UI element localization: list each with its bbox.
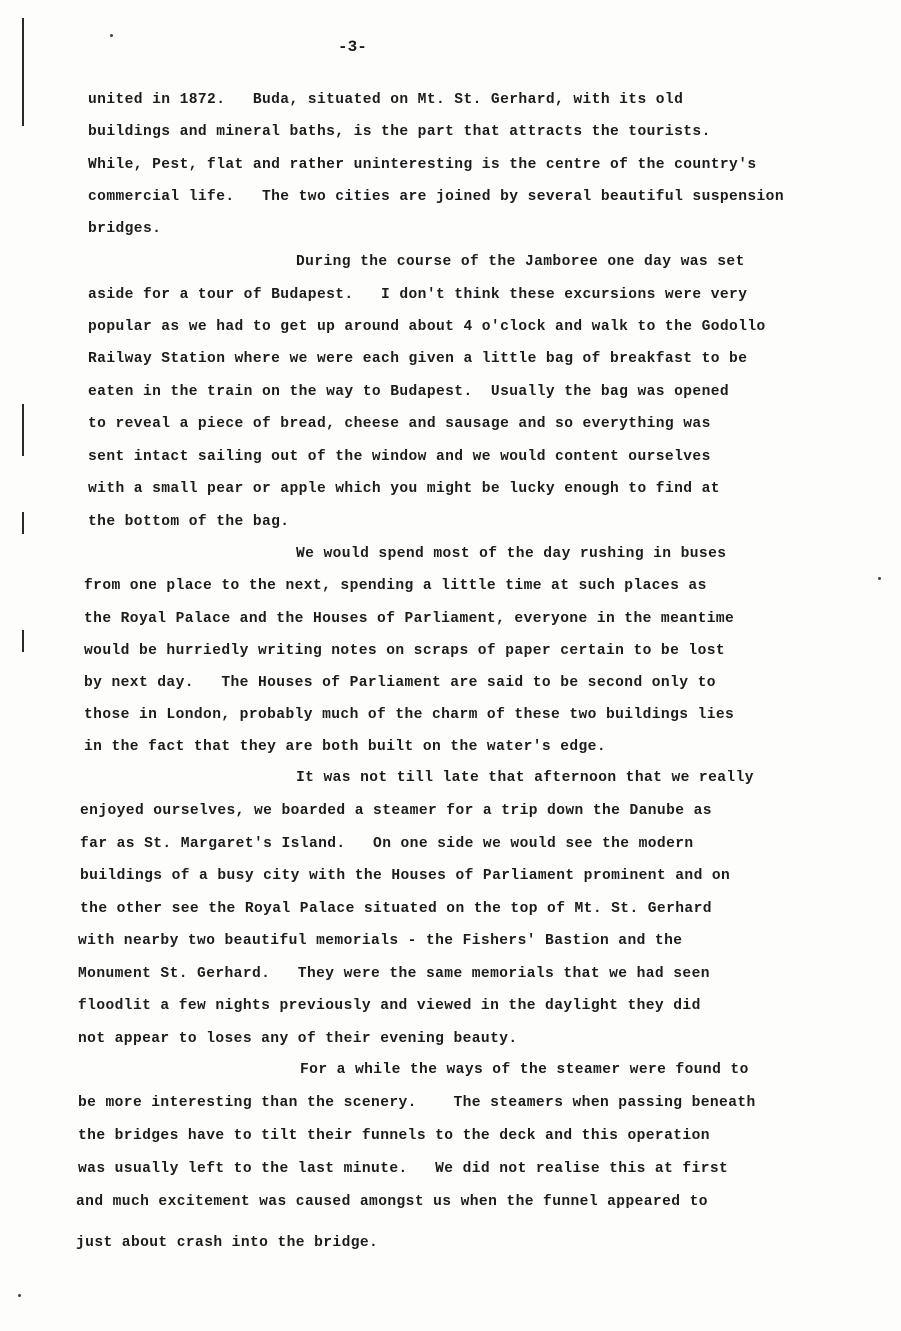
text-line: not appear to loses any of their evening beauty.	[78, 1031, 518, 1047]
text-line: popular as we had to get up around about 4 o'clock and walk to the Godollo	[88, 319, 766, 335]
text-line: in the fact that they are both built on the water's edge.	[84, 739, 606, 755]
text-line: just about crash into the bridge.	[76, 1235, 379, 1251]
text-line: Monument St. Gerhard. They were the same memorials that we had seen	[78, 966, 710, 982]
text-line: with a small pear or apple which you might be lucky enough to find at	[88, 481, 720, 497]
paper-speck	[110, 34, 113, 37]
text-line: united in 1872. Buda, situated on Mt. St. Gerhard, with its old	[88, 92, 684, 108]
text-line: from one place to the next, spending a little time at such places as	[84, 578, 707, 594]
binding-mark	[22, 512, 24, 534]
text-line: For a while the ways of the steamer were found to	[300, 1062, 749, 1078]
text-line: the bottom of the bag.	[88, 514, 290, 530]
text-line: buildings of a busy city with the Houses of Parliament prominent and on	[80, 868, 731, 884]
text-line: by next day. The Houses of Parliament are said to be second only to	[84, 675, 716, 691]
page-number: -3-	[338, 38, 367, 56]
text-line: the other see the Royal Palace situated on the top of Mt. St. Gerhard	[80, 901, 712, 917]
text-line: buildings and mineral baths, is the part that attracts the tourists.	[88, 124, 711, 140]
text-line: the bridges have to tilt their funnels to the deck and this operation	[78, 1128, 710, 1144]
text-line: and much excitement was caused amongst us when the funnel appeared to	[76, 1194, 708, 1210]
text-line: floodlit a few nights previously and viewed in the daylight they did	[78, 998, 701, 1014]
text-line: sent intact sailing out of the window and we would content ourselves	[88, 449, 711, 465]
text-line: far as St. Margaret's Island. On one side we would see the modern	[80, 836, 694, 852]
text-line: was usually left to the last minute. We did not realise this at first	[78, 1161, 729, 1177]
text-line: commercial life. The two cities are joined by several beautiful suspension	[88, 189, 784, 205]
text-line: with nearby two beautiful memorials - the Fishers' Bastion and the	[78, 933, 683, 949]
text-line: aside for a tour of Budapest. I don't think these excursions were very	[88, 287, 748, 303]
text-line: We would spend most of the day rushing in buses	[296, 546, 727, 562]
text-line: While, Pest, flat and rather uninteresting is the centre of the country's	[88, 157, 757, 173]
text-line: Railway Station where we were each given a little bag of breakfast to be	[88, 351, 748, 367]
text-line: the Royal Palace and the Houses of Parliament, everyone in the meantime	[84, 611, 735, 627]
text-line: enjoyed ourselves, we boarded a steamer for a trip down the Danube as	[80, 803, 712, 819]
paper-speck	[18, 1294, 21, 1297]
binding-mark	[22, 404, 24, 456]
text-line: eaten in the train on the way to Budapest. Usually the bag was opened	[88, 384, 730, 400]
binding-mark	[22, 18, 24, 126]
paper-speck	[878, 577, 881, 580]
text-line: It was not till late that afternoon that we really	[296, 770, 754, 786]
text-line: During the course of the Jamboree one day was set	[296, 254, 745, 270]
text-line: bridges.	[88, 221, 162, 237]
text-line: those in London, probably much of the charm of these two buildings lies	[84, 707, 735, 723]
binding-mark	[22, 630, 24, 652]
text-line: would be hurriedly writing notes on scraps of paper certain to be lost	[84, 643, 726, 659]
text-line: to reveal a piece of bread, cheese and sausage and so everything was	[88, 416, 711, 432]
text-line: be more interesting than the scenery. The steamers when passing beneath	[78, 1095, 756, 1111]
